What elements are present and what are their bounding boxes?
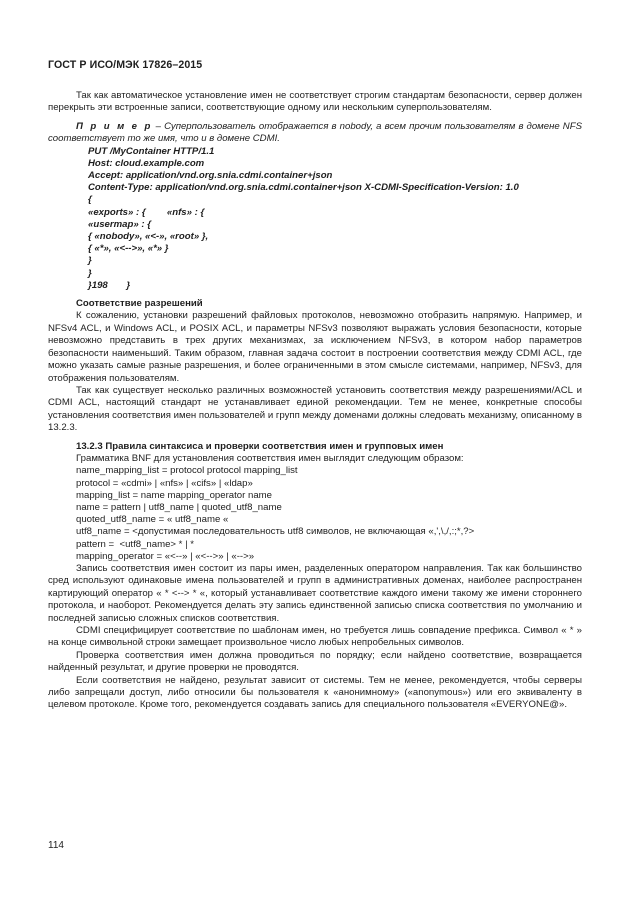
section-heading: 13.2.3 Правила синтаксиса и проверки соответствия имен и групповых имен: [76, 440, 444, 452]
code-line: { «nobody», «<-», «root» },: [88, 231, 209, 243]
code-line: { «*», «<-->», «*» }: [88, 243, 169, 255]
paragraph-check-order: Проверка соответствия имен должна проводиться по порядку; если найдено соответствие, возвращается найденный результат, и другие проверки не проводятся.: [48, 649, 582, 674]
permissions-paragraph-2: Так как существует несколько различных возможностей установить соответствия между разрешениями/ACL и CDMI ACL, настоящий стандарт не устанавливает единой рекомендации. Тем не менее, конкретные способы установления соответствия имен пользователей и групп между доменами должны следовать механизму, описанному в 13.2.3.: [48, 384, 582, 434]
grammar-line: mapping_list = name mapping_operator name: [76, 489, 272, 501]
code-line: }198 }: [88, 279, 131, 291]
code-line: Host: cloud.example.com: [88, 157, 205, 169]
grammar-line: name = pattern | utf8_name | quoted_utf8_name: [76, 501, 282, 513]
paragraph-not-found: Если соответствия не найдено, результат зависит от системы. Тем не менее, рекомендуется, чтобы серверы либо запрещали доступ, либо относили бы пользователя к «анонимному» («anonymous») или его эквиваленту в целевом протоколе. Кроме того, рекомендуется создавать запись для специального пользователя «EVERYONE@».: [48, 674, 582, 711]
grammar-intro: Грамматика BNF для установления соответствия имен выглядит следующим образом:: [76, 452, 464, 464]
code-line: }: [88, 255, 92, 267]
grammar-line: pattern = <utf8_name> * | *: [76, 538, 194, 550]
code-line: PUT /MyContainer HTTP/1.1: [88, 145, 215, 157]
code-line: «usermap» : {: [88, 218, 151, 230]
standard-header: ГОСТ Р ИСО/МЭК 17826–2015: [48, 59, 203, 71]
grammar-line: mapping_operator = «<--» | «<-->» | «-->»: [76, 550, 255, 562]
page-content: [48, 90, 582, 712]
grammar-line: quoted_utf8_name = « utf8_name «: [76, 514, 229, 526]
code-line: Accept: application/vnd.org.snia.cdmi.container+json: [88, 170, 333, 182]
grammar-block: [48, 465, 582, 563]
example-text: – Суперпользователь отображается в nobody, а всем прочим пользователям в домене NFS соответствует то же имя, что и в домене CDMI.: [48, 120, 582, 145]
permissions-paragraph-1: К сожалению, установки разрешений файловых протоколов, невозможно отобразить напрямую. Например, и NFSv4 ACL, и Windows ACL, и POSIX ACL, и параметры NFSv3 позволяют выражать условия безопасности, которые невозможно представить в трех других механизмах, за исключением NFSv3, в котором набор параметров безопасности наименьший. Таким образом, главная задача состоит в построении соответствия между CDMI ACL, где можно указать самые разные разрешения, и более ограниченными в этом смысле системами, например, NFSv3, для отображения пользователям.: [48, 310, 582, 384]
example-note: [48, 121, 582, 146]
code-line: «exports» : { «nfs» : {: [88, 206, 205, 218]
intro-paragraph: Так как автоматическое установление имен не соответствует строгим стандартам безопасности, сервер должен перекрыть эти встроенные записи, соответствующие одному или нескольким суперпользователям.: [48, 90, 582, 114]
grammar-line: protocol = «cdmi» | «nfs» | «cifs» | «ldap»: [76, 477, 253, 489]
example-lead: П р и м е р: [76, 120, 153, 132]
grammar-line: utf8_name = <допустимая последовательность utf8 символов, не включающая «,',\,/,:;*,?>: [76, 526, 475, 538]
code-line: Content-Type: application/vnd.org.snia.cdmi.container+json X-CDMI-Specification-Version: 1.0: [88, 182, 519, 194]
grammar-line: name_mapping_list = protocol protocol mapping_list: [76, 465, 298, 477]
paragraph-name-pairs: Запись соответствия имен состоит из пары имен, разделенных оператором направления. Так как большинство сред используют одинаковые имена пользователей и групп в административных доменах, наиболее распространен картирующий оператор « * <--> * «, который устанавливает соответствие каждого имени такому же имени стороннего протокола, и наоборот. Рекомендуется делать эту запись единственной записью списка соответствия по умолчанию и последней записью сложных списков соответствия.: [48, 562, 582, 624]
code-line: {: [88, 194, 92, 206]
page-number: 114: [48, 840, 64, 851]
code-example: [88, 146, 582, 292]
permissions-heading: Соответствие разрешений: [76, 298, 203, 310]
code-line: }: [88, 267, 92, 279]
paragraph-cdmi-patterns: CDMI специфицирует соответствие по шаблонам имен, но требуется лишь совпадение префикса. Символ « * » на конце символьной строки замещает произвольное число любых непробельных символов.: [48, 625, 582, 649]
